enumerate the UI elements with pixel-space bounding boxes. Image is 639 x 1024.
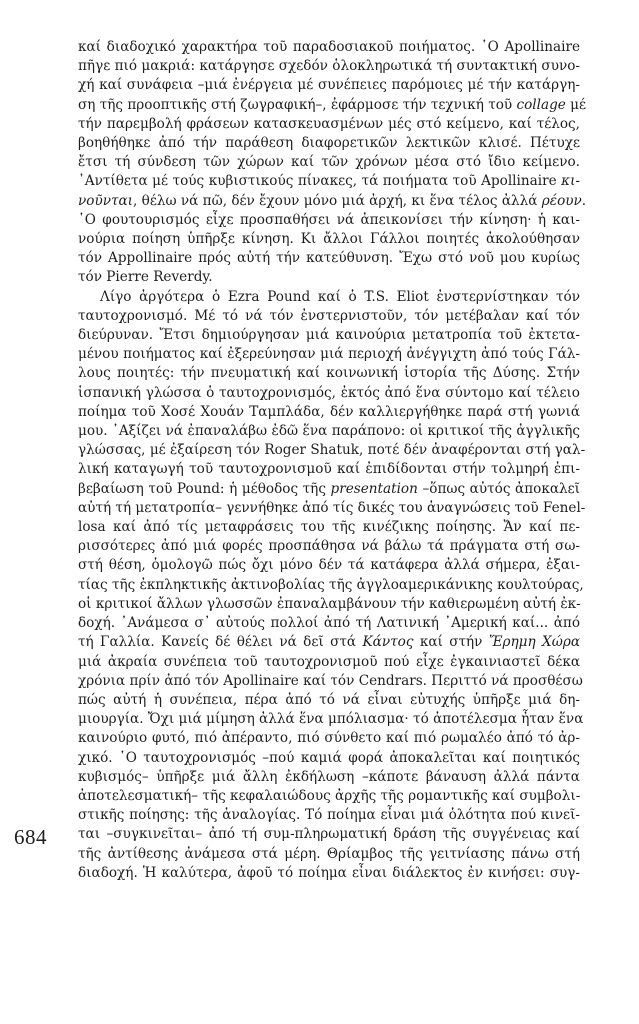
text-line: ἔτσι τή σύνδεση τῶν χώρων καί τῶν χρόνων μέσα στό ἴδιο κείμενο. — [78, 154, 580, 171]
text-line: κυβισμός– ὑπῆρξε μιά ἄλλη ἐκδήλωση –κάποτε βάναυση ἀλλά πάντα — [78, 768, 580, 785]
text-line: λική καταγωγή τοῦ ταυτοχρονισμοῦ καί ἐπιδίδονται στήν τολμηρή ἐπι- — [78, 461, 580, 478]
text-line: δοχή. ᾿Ανάμεσα σ᾿ αὐτούς πολλοί ἀπό τή Λατινική ᾿Αμερική καί... ἀπό — [78, 615, 580, 632]
body-text — [78, 38, 587, 883]
text-line: πώς αὐτή ἡ συνέπεια, πέρα ἀπό τό νά εἶναι εὐτυχής ὑπῆρξε μιά δη- — [78, 691, 580, 708]
text-line: στικῆς ποίησης: τῆς ἀναλογίας. Τό ποίημα εἶναι μιά ὁλότητα πού κινεῖ- — [78, 807, 580, 824]
text-line: μιά ἀκραία συνέπεια τοῦ ταυτοχρονισμοῦ πού εἶχε ἐγκαινιαστεῖ δέκα — [78, 653, 580, 670]
text-line: τίας τῆς ἐκπληκτικῆς ἀκτινοβολίας τῆς ἀγγλοαμερικάνικης κουλτούρας, — [78, 576, 584, 593]
text-line: καί διαδοχικό χαρακτήρα τοῦ παραδοσιακοῦ ποιήματος. ῾Ο Apollinaire — [78, 39, 580, 55]
text-line: χικό. ῾Ο ταυτοχρονισμός –πού καμιά φορά ἀποκαλεῖται καί ποιητικός — [78, 749, 580, 766]
text-line: ση τῆς προοπτικῆς στή ζωγραφική–, ἐφάρμοσε τήν τεχνική τοῦ collage μέ — [78, 96, 587, 113]
text-line: ταυτοχρονισμό. Μέ τό νά τόν ἐνστερνιστοῦν, τόν μετέβαλαν καί τόν — [78, 307, 580, 324]
text-line: ται –συγκινεῖται– ἀπό τή συμ-πληρωματική δράση τῆς συγγένειας καί — [78, 826, 580, 843]
text-line: ᾿Αντίθετα μέ τούς κυβιστικούς πίνακες, τά ποιήματα τοῦ Apollinaire κι- — [78, 173, 580, 190]
text-line: χρόνια πρίν ἀπό τόν Apollinaire καί τόν Cendrars. Περιττό νά προσθέσω — [78, 672, 583, 689]
text-line: ρισσότερες ἀπό μιά φορές προσπάθησα νά βάλω τά πράγματα στή σω- — [78, 538, 580, 555]
text-line: ἱσπανική γλώσσα ὁ ταυτοχρονισμός, ἐκτός ἀπό ἕνα σύντομο καί τέλειο — [78, 384, 580, 401]
text-line: μένου ποιήματος καί ἐξερεύνησαν μιά περιοχή ἀνέγγιχτη ἀπό τούς Γάλ- — [78, 346, 580, 363]
paragraph-2 — [78, 288, 586, 883]
text-line: τόν Appollinaire πρός αὐτή τήν κατεύθυνση. Ἔχω στό νοῦ μου κυρίως — [78, 250, 580, 267]
page-number: 684 — [14, 825, 47, 849]
text-line: τή Γαλλία. Κανείς δέ θέλει νά δεῖ στά Κάντος καί στήν Ἔρημη Χώρα — [78, 634, 580, 651]
paragraph-1 — [78, 38, 587, 288]
text-line: λους ποιητές: τήν πνευματική καί κοινωνική ἱστορία τῆς Δύσης. Στήν — [78, 365, 580, 382]
text-line: losa καί ἀπό τίς μεταφράσεις του τῆς κινέζικης ποίησης. Ἄν καί πε- — [78, 519, 580, 536]
text-line: Λίγο ἀργότερα ὁ Ezra Pound καί ὁ T.S. Eliot ἐνστερνίστηκαν τόν — [100, 288, 580, 305]
text-line: οἱ κριτικοί ἄλλων γλωσσῶν ἐπαναλαμβάνουν τήν καθιερωμένη αὐτή ἐκ- — [78, 595, 581, 612]
text-line: μου. ᾿Αξίζει νά ἐπαναλάβω ἐδῶ ἕνα παράπονο: οἱ κριτικοί τῆς ἀγγλικῆς — [78, 423, 580, 440]
text-line: πῆγε πιό μακριά: κατάργησε σχεδόν ὁλοκληρωτικά τή συντακτική συνο- — [78, 58, 580, 75]
text-line: διεύρυναν. Ἔτσι δημιούργησαν μιά καινούρια μετατροπία τοῦ ἐκτετα- — [78, 327, 580, 344]
text-line: καινούριο φυτό, πιό ἀπέραντο, πιό σύνθετο καί πιό ρωμαλέο ἀπό τό ἀρ- — [78, 730, 580, 747]
text-line: στή θέση, ὁμολογῶ πώς ὄχι μόνο δέν τά κατάφερα ἀλλά σήμερα, ἐξαι- — [78, 557, 580, 574]
text-line: νούρια ποίηση ὑπῆρξε κίνηση. Κι ἄλλοι Γάλλοι ποιητές ἀκολούθησαν — [78, 231, 580, 248]
text-line: τήν παρεμβολή φράσεων κατασκευασμένων μές στό κείμενο, καί τέλος, — [78, 115, 580, 132]
text-line: αὐτή τή μετατροπία– γεννήθηκε ἀπό τίς δικές του ἀναγνώσεις τοῦ Fenel- — [78, 499, 586, 516]
text-line: βεβαίωση τοῦ Pound: ἡ μέθοδος τῆς presentation –ὅπως αὐτός ἀποκαλεῖ — [78, 480, 580, 497]
text-line: ῾Ο φουτουρισμός εἶχε προσπαθήσει νά ἀπεικονίσει τήν κίνηση· ἡ και- — [78, 211, 580, 228]
text-line: ποίημα τοῦ Χοσέ Χουάν Ταμπλάδα, δέν καλλιεργήθηκε παρά στή γωνιά — [78, 403, 580, 420]
text-line: γλώσσας, μέ ἐξαίρεση τόν Roger Shatuk, ποτέ δέν ἀναφέρονται στή γαλ- — [78, 442, 586, 459]
text-line: νοῦνται, θέλω νά πῶ, δέν ἔχουν μόνο μιά ἀρχή, κι ἕνα τέλος ἀλλά ρέουν. — [78, 192, 587, 209]
text-line: ἀποτελεσματική– τῆς κεφαλαιώδους ἀρχῆς τῆς ρομαντικῆς καί συμβολι- — [78, 787, 581, 804]
text-line: τῆς ἀντίθεσης ἀνάμεσα στά μέρη. Θρίαμβος τῆς γειτνίασης πάνω στή — [78, 845, 580, 862]
text-line: τόν Pierre Reverdy. — [78, 269, 213, 286]
text-line: μιουργία. Ὄχι μιά μίμηση ἀλλά ἕνα μπόλιασμα· τό ἀποτέλεσμα ἦταν ἕνα — [78, 711, 584, 728]
text-line: διαδοχή. Ἡ καλύτερα, ἀφοῦ τό ποίημα εἶναι διάλεκτος ἐν κινήσει: συγ- — [78, 864, 580, 881]
text-line: βοηθήθηκε ἀπό τήν παράθεση διαφορετικῶν λεκτικῶν κλισέ. Πέτυχε — [78, 135, 580, 152]
text-line: χή καί συνάφεια –μιά ἐνέργεια μέ συνέπειες παρόμοιες μέ τήν κατάργη- — [78, 77, 580, 94]
